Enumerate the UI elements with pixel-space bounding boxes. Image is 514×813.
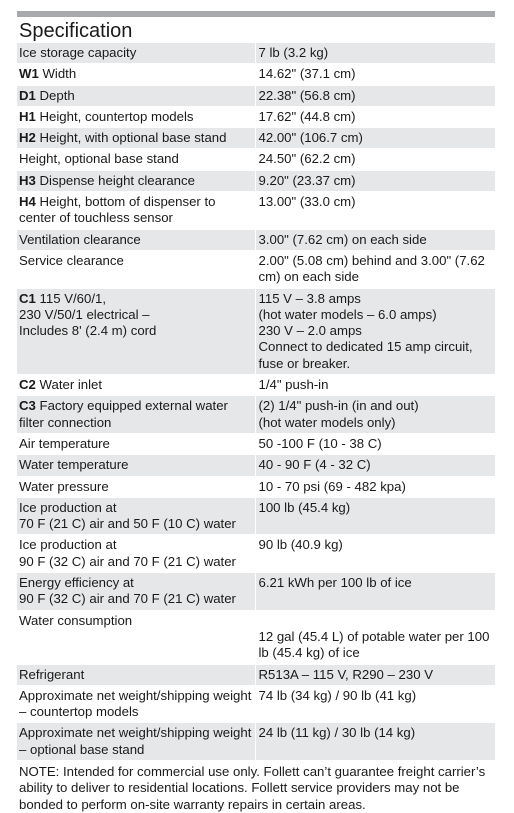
dimension-code: D1 xyxy=(19,87,36,103)
spec-row xyxy=(17,250,495,288)
spec-label-text: Energy efficiency at 90 F (32 C) air and 70 F (21 C) water xyxy=(19,575,236,607)
spec-row xyxy=(17,149,495,170)
spec-label-text: Dispense height clearance xyxy=(35,172,195,188)
dimension-code: C3 xyxy=(19,398,36,414)
spec-row xyxy=(17,288,495,374)
spec-label-text: Height, bottom of dispenser to center of touchless sensor xyxy=(19,194,216,226)
spec-label xyxy=(17,106,255,127)
spec-value: 115 V – 3.8 amps (hot water models – 6.0 amps) 230 V – 2.0 amps Connect to dedicated 15 amp circuit, fuse or breaker. xyxy=(255,288,495,374)
spec-value: 90 lb (40.9 kg) xyxy=(255,535,495,573)
spec-label-text: Ventilation clearance xyxy=(19,231,141,247)
spec-label-text: Service clearance xyxy=(19,252,124,268)
spec-row xyxy=(17,170,495,191)
spec-value: 1/4" push-in xyxy=(255,375,495,396)
spec-label xyxy=(17,375,255,396)
spec-label-text: Water consumption xyxy=(19,612,133,628)
spec-label xyxy=(17,85,255,106)
dimension-code: W1 xyxy=(19,66,39,82)
spec-label-text: 115 V/60/1, 230 V/50/1 electrical – Includes 8' (2.4 m) cord xyxy=(19,290,157,339)
spec-label xyxy=(17,476,255,497)
spec-label-text: Height, countertop models xyxy=(35,108,194,124)
spec-label-text: Ice production at 90 F (32 C) air and 70 F (21 C) water xyxy=(19,537,236,569)
note-text: NOTE: Intended for commercial use only. Follett can’t guarantee freight carrier’s ability to deliver to residential locations. Follett service providers may not be bonded to perform on-site warranty repairs in certain areas. xyxy=(17,761,495,813)
spec-label xyxy=(17,573,255,611)
spec-row xyxy=(17,610,495,664)
spec-table-body xyxy=(17,43,495,760)
spec-label-text: Height, optional base stand xyxy=(19,151,179,167)
spec-row xyxy=(17,106,495,127)
spec-value: R513A – 115 V, R290 – 230 V xyxy=(255,664,495,685)
dimension-code: C2 xyxy=(19,377,36,393)
spec-value: 14.62" (37.1 cm) xyxy=(255,64,495,85)
spec-label xyxy=(17,64,255,85)
spec-value: 24.50" (62.2 cm) xyxy=(255,149,495,170)
spec-row xyxy=(17,375,495,396)
spec-label-text: Approximate net weight/shipping weight – optional base stand xyxy=(19,725,252,757)
spec-row xyxy=(17,433,495,454)
dimension-code: H4 xyxy=(19,194,36,210)
dimension-code: H3 xyxy=(19,172,36,188)
spec-row xyxy=(17,497,495,535)
spec-label-text: Height, with optional base stand xyxy=(35,130,227,146)
spec-row xyxy=(17,723,495,761)
spec-row xyxy=(17,476,495,497)
spec-row xyxy=(17,128,495,149)
spec-label-text: Depth xyxy=(35,87,75,103)
spec-value: 9.20" (23.37 cm) xyxy=(255,170,495,191)
spec-label xyxy=(17,192,255,230)
spec-row xyxy=(17,229,495,250)
spec-table xyxy=(17,43,495,761)
spec-row xyxy=(17,192,495,230)
spec-value: (2) 1/4" push-in (in and out) (hot water models only) xyxy=(255,396,495,434)
spec-row xyxy=(17,455,495,476)
spec-label xyxy=(17,685,255,723)
spec-value: 42.00" (106.7 cm) xyxy=(255,128,495,149)
spec-label-text: Factory equipped external water filter connection xyxy=(19,398,228,430)
spec-row xyxy=(17,43,495,64)
spec-label xyxy=(17,250,255,288)
spec-value: 2.00" (5.08 cm) behind and 3.00" (7.62 cm) on each side xyxy=(255,250,495,288)
spec-value: 74 lb (34 kg) / 90 lb (41 kg) xyxy=(255,685,495,723)
spec-value: 3.00" (7.62 cm) on each side xyxy=(255,229,495,250)
spec-label xyxy=(17,229,255,250)
spec-row xyxy=(17,664,495,685)
spec-label xyxy=(17,535,255,573)
spec-value: 12 gal (45.4 L) of potable water per 100 lb (45.4 kg) of ice xyxy=(255,610,495,664)
spec-label xyxy=(17,396,255,434)
spec-label xyxy=(17,288,255,374)
spec-label xyxy=(17,664,255,685)
spec-label-text: Air temperature xyxy=(19,435,110,451)
dimension-code: H1 xyxy=(19,108,36,124)
spec-row xyxy=(17,85,495,106)
spec-label xyxy=(17,497,255,535)
spec-row xyxy=(17,64,495,85)
spec-label xyxy=(17,433,255,454)
spec-value: 50 -100 F (10 - 38 C) xyxy=(255,433,495,454)
spec-label xyxy=(17,455,255,476)
section-title: Specification xyxy=(19,20,133,42)
specification-panel xyxy=(17,11,495,813)
spec-value: 10 - 70 psi (69 - 482 kpa) xyxy=(255,476,495,497)
dimension-code: H2 xyxy=(19,130,36,146)
spec-label-text: Refrigerant xyxy=(19,666,85,682)
spec-label xyxy=(17,149,255,170)
header-rule xyxy=(17,11,495,17)
spec-value: 40 - 90 F (4 - 32 C) xyxy=(255,455,495,476)
spec-label xyxy=(17,170,255,191)
spec-value: 7 lb (3.2 kg) xyxy=(255,43,495,64)
spec-label xyxy=(17,610,255,664)
spec-label-text: Water temperature xyxy=(19,457,129,473)
spec-label-text: Water inlet xyxy=(35,377,103,393)
spec-label xyxy=(17,43,255,64)
spec-label-text: Ice storage capacity xyxy=(19,45,137,60)
spec-value: 24 lb (11 kg) / 30 lb (14 kg) xyxy=(255,723,495,761)
spec-label-text: Ice production at 70 F (21 C) air and 50 F (10 C) water xyxy=(19,499,236,532)
spec-value: 17.62" (44.8 cm) xyxy=(255,106,495,127)
spec-label-text: Approximate net weight/shipping weight – countertop models xyxy=(19,687,252,720)
spec-label xyxy=(17,128,255,149)
spec-value: 22.38" (56.8 cm) xyxy=(255,85,495,106)
spec-row xyxy=(17,396,495,434)
spec-label-text: Water pressure xyxy=(19,478,109,494)
spec-value: 13.00" (33.0 cm) xyxy=(255,192,495,230)
spec-row xyxy=(17,685,495,723)
spec-value: 100 lb (45.4 kg) xyxy=(255,497,495,535)
dimension-code: C1 xyxy=(19,290,36,306)
spec-row xyxy=(17,573,495,611)
spec-label xyxy=(17,723,255,761)
spec-row xyxy=(17,535,495,573)
spec-value: 6.21 kWh per 100 lb of ice xyxy=(255,573,495,611)
spec-label-text: Width xyxy=(38,66,77,82)
